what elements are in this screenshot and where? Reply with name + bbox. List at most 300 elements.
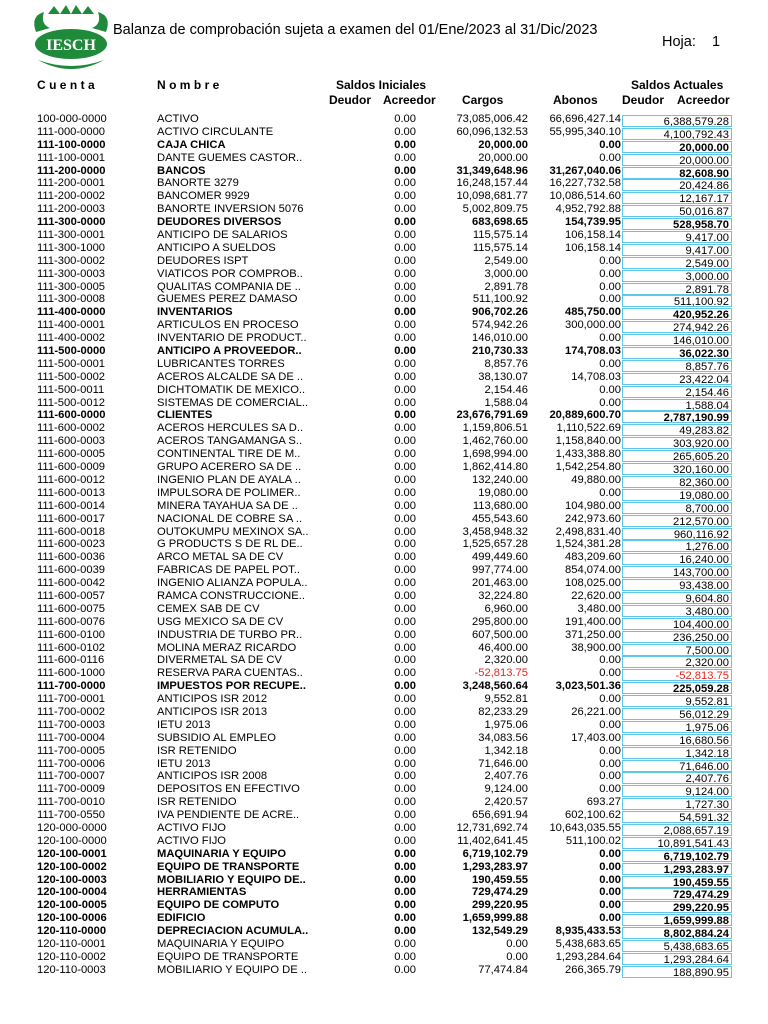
table-row xyxy=(0,126,768,139)
abonos-amount: 0.00 xyxy=(599,847,621,860)
saldo-actual-amount: 2,787,190.99 xyxy=(622,411,732,423)
table-row xyxy=(0,448,768,461)
account-name: DEPRECIACION ACUMULA.. xyxy=(157,925,309,938)
table-row xyxy=(0,732,768,745)
saldo-inicial-acreedor: 0.00 xyxy=(394,280,416,293)
balance-table xyxy=(0,113,768,977)
saldo-actual-amount: 23,422.04 xyxy=(622,373,732,385)
account-number: 111-700-0004 xyxy=(37,731,106,744)
saldo-inicial-acreedor: 0.00 xyxy=(394,229,416,242)
account-name: EQUIPO DE COMPUTO xyxy=(157,899,280,912)
saldo-inicial-acreedor: 0.00 xyxy=(394,821,416,834)
cargos-amount: 20,000.00 xyxy=(478,151,528,164)
saldo-actual-amount: 9,417.00 xyxy=(622,231,732,243)
saldo-actual-amount: 2,088,657.19 xyxy=(622,824,732,836)
cargos-amount: 82,233.29 xyxy=(478,705,528,718)
account-name: IETU 2013 xyxy=(157,757,211,770)
account-name: BANORTE INVERSION 5076 xyxy=(157,203,304,216)
account-name: NACIONAL DE COBRE SA .. xyxy=(157,512,303,525)
saldo-actual-amount: 2,407.76 xyxy=(622,772,732,784)
account-name: GRUPO ACERERO SA DE .. xyxy=(157,461,302,474)
abonos-amount: 0.00 xyxy=(599,654,621,667)
account-name: ACEROS TANGAMANGA S.. xyxy=(157,435,303,448)
cargos-amount: 6,719,102.79 xyxy=(462,847,528,860)
saldo-inicial-acreedor: 0.00 xyxy=(394,486,416,499)
saldo-inicial-acreedor: 0.00 xyxy=(394,345,416,358)
account-number: 111-400-0002 xyxy=(37,332,106,345)
account-number: 111-600-0076 xyxy=(37,615,106,628)
cargos-amount: 190,459.55 xyxy=(472,873,528,886)
saldo-inicial-acreedor: 0.00 xyxy=(394,409,416,422)
saldo-inicial-acreedor: 0.00 xyxy=(394,602,416,615)
account-name: ANTICIPO DE SALARIOS xyxy=(157,229,288,242)
account-number: 111-700-0005 xyxy=(37,744,106,757)
cargos-amount: 683,698.65 xyxy=(472,216,528,229)
saldo-inicial-acreedor: 0.00 xyxy=(394,899,416,912)
account-name: IETU 2013 xyxy=(157,718,211,731)
column-header-saldos-actuales: Saldos Actuales xyxy=(631,78,724,92)
table-row xyxy=(0,577,768,590)
cargos-amount: 71,646.00 xyxy=(478,757,528,770)
saldo-actual-amount: 1,727.30 xyxy=(622,798,732,810)
saldo-actual-amount: 274,942.26 xyxy=(622,321,732,333)
saldo-inicial-acreedor: 0.00 xyxy=(394,847,416,860)
account-number: 120-110-0002 xyxy=(37,950,106,963)
saldo-actual-amount: 2,549.00 xyxy=(622,257,732,269)
cargos-amount: 299,220.95 xyxy=(472,899,528,912)
abonos-amount: 17,403.00 xyxy=(571,731,621,744)
cargos-amount: 1,462,760.00 xyxy=(462,435,528,448)
saldo-actual-amount: 1,588.04 xyxy=(622,399,732,411)
table-row xyxy=(0,345,768,358)
saldo-actual-amount: 82,360.00 xyxy=(622,476,732,488)
account-name: ARCO METAL SA DE CV xyxy=(157,551,284,564)
saldo-inicial-acreedor: 0.00 xyxy=(394,551,416,564)
saldo-actual-amount: 729,474.29 xyxy=(622,888,732,900)
saldo-inicial-acreedor: 0.00 xyxy=(394,473,416,486)
account-name: INVENTARIO DE PRODUCT.. xyxy=(157,332,307,345)
account-name: VIATICOS POR COMPROB.. xyxy=(157,267,303,280)
saldo-actual-amount: 511,100.92 xyxy=(622,295,732,307)
account-name: IMPUESTOS POR RECUPE.. xyxy=(157,680,306,693)
cargos-amount: 2,420.57 xyxy=(484,796,528,809)
saldo-actual-amount: 20,424.86 xyxy=(622,179,732,191)
account-name: BANORTE 3279 xyxy=(157,177,239,190)
saldo-inicial-acreedor: 0.00 xyxy=(394,577,416,590)
saldo-inicial-acreedor: 0.00 xyxy=(394,306,416,319)
account-number: 120-100-0000 xyxy=(37,834,107,847)
abonos-amount: 0.00 xyxy=(599,860,621,873)
account-number: 111-600-0039 xyxy=(37,564,106,577)
saldo-actual-amount: 212,570.00 xyxy=(622,515,732,527)
account-number: 111-500-0011 xyxy=(37,383,105,396)
table-row xyxy=(0,229,768,242)
saldo-actual-amount: 20,000.00 xyxy=(622,154,732,166)
logo-text: IESCH xyxy=(46,37,96,54)
saldo-inicial-acreedor: 0.00 xyxy=(394,241,416,254)
saldo-actual-amount: 1,659,999.88 xyxy=(622,914,732,926)
saldo-actual-amount: 2,320.00 xyxy=(622,656,732,668)
cargos-amount: 46,400.00 xyxy=(478,641,528,654)
account-name: ACTIVO xyxy=(157,113,199,125)
account-name: INVENTARIOS xyxy=(157,306,233,319)
cargos-amount: 73,085,006.42 xyxy=(456,113,528,125)
table-row xyxy=(0,848,768,861)
table-row xyxy=(0,770,768,783)
account-number: 111-300-0002 xyxy=(37,254,106,267)
account-number: 120-000-0000 xyxy=(37,821,107,834)
table-row xyxy=(0,384,768,397)
table-row xyxy=(0,242,768,255)
account-number: 120-100-0002 xyxy=(37,860,107,873)
account-number: 111-600-0018 xyxy=(37,525,106,538)
saldo-inicial-acreedor: 0.00 xyxy=(394,422,416,435)
saldo-actual-amount: 2,154.46 xyxy=(622,386,732,398)
table-row xyxy=(0,190,768,203)
abonos-amount: 26,221.00 xyxy=(571,705,621,718)
account-name: EQUIPO DE TRANSPORTE xyxy=(157,860,300,873)
account-name: ACTIVO FIJO xyxy=(157,834,226,847)
account-number: 111-600-0036 xyxy=(37,551,106,564)
cargos-amount: 2,407.76 xyxy=(484,770,528,783)
table-row xyxy=(0,332,768,345)
account-number: 111-500-0000 xyxy=(37,345,106,358)
table-row xyxy=(0,203,768,216)
cargos-amount: 729,474.29 xyxy=(472,886,528,899)
account-number: 120-100-0005 xyxy=(37,899,107,912)
account-name: IMPULSORA DE POLIMER.. xyxy=(157,486,301,499)
abonos-amount: 8,935,433.53 xyxy=(555,925,621,938)
table-row xyxy=(0,899,768,912)
column-header-acreedor-actual: Acreedor xyxy=(677,93,730,107)
saldo-actual-amount: 420,952.26 xyxy=(622,308,732,320)
saldo-actual-amount: 8,802,884.24 xyxy=(622,927,732,939)
saldo-inicial-acreedor: 0.00 xyxy=(394,718,416,731)
account-name: ARTICULOS EN PROCESO xyxy=(157,319,299,332)
cargos-amount: 295,800.00 xyxy=(472,615,528,628)
account-number: 111-700-0002 xyxy=(37,705,106,718)
abonos-amount: 22,620.00 xyxy=(571,589,621,602)
abonos-amount: 0.00 xyxy=(599,151,621,164)
saldo-inicial-acreedor: 0.00 xyxy=(394,693,416,706)
saldo-actual-amount: 143,700.00 xyxy=(622,566,732,578)
saldo-inicial-acreedor: 0.00 xyxy=(394,357,416,370)
saldo-actual-amount: 2,891.78 xyxy=(622,283,732,295)
table-row xyxy=(0,216,768,229)
cargos-amount: 997,774.00 xyxy=(472,564,528,577)
table-row xyxy=(0,152,768,165)
abonos-amount: 0.00 xyxy=(599,693,621,706)
account-name: IVA PENDIENTE DE ACRE.. xyxy=(157,809,300,822)
cargos-amount: 511,100.92 xyxy=(472,293,528,306)
saldo-actual-amount: 50,016.87 xyxy=(622,205,732,217)
saldo-inicial-acreedor: 0.00 xyxy=(394,461,416,474)
saldo-inicial-acreedor: 0.00 xyxy=(394,216,416,229)
account-number: 120-110-0003 xyxy=(37,963,106,976)
account-number: 111-700-0007 xyxy=(37,770,106,783)
abonos-amount: 0.00 xyxy=(599,783,621,796)
account-name: ACEROS ALCALDE SA DE .. xyxy=(157,370,304,383)
saldo-actual-amount: 299,220.95 xyxy=(622,901,732,913)
abonos-amount: 854,074.00 xyxy=(565,564,621,577)
account-number: 111-600-0042 xyxy=(37,577,106,590)
account-number: 111-700-0010 xyxy=(37,796,106,809)
account-number: 111-500-0002 xyxy=(37,370,106,383)
account-number: 111-600-0014 xyxy=(37,499,106,512)
account-name: EQUIPO DE TRANSPORTE xyxy=(157,950,299,963)
table-row xyxy=(0,925,768,938)
saldo-actual-amount: 1,293,284.64 xyxy=(622,953,732,965)
abonos-amount: 106,158.14 xyxy=(565,229,621,242)
cargos-amount: 3,458,948.32 xyxy=(462,525,528,538)
cargos-amount: 1,659,999.88 xyxy=(462,912,528,925)
saldo-actual-amount: 190,459.55 xyxy=(622,876,732,888)
saldo-actual-amount: 960,116.92 xyxy=(622,528,732,540)
account-number: 111-300-0001 xyxy=(37,229,106,242)
saldo-actual-amount: 9,604.80 xyxy=(622,592,732,604)
abonos-amount: 0.00 xyxy=(599,744,621,757)
account-name: ACEROS HERCULES SA D.. xyxy=(157,422,304,435)
account-number: 111-600-0100 xyxy=(37,628,106,641)
abonos-amount: 0.00 xyxy=(599,138,621,151)
saldo-inicial-acreedor: 0.00 xyxy=(394,860,416,873)
saldo-inicial-acreedor: 0.00 xyxy=(394,448,416,461)
account-number: 111-700-0001 xyxy=(37,693,106,706)
table-row xyxy=(0,319,768,332)
saldo-actual-amount: 188,890.95 xyxy=(622,966,732,978)
account-number: 111-200-0003 xyxy=(37,203,106,216)
saldo-actual-amount: 8,700.00 xyxy=(622,502,732,514)
cargos-amount: 1,698,994.00 xyxy=(462,448,528,461)
account-name: ANTICIPO A PROVEEDOR.. xyxy=(157,345,302,358)
column-header-nombre: Nombre xyxy=(157,78,223,92)
saldo-inicial-acreedor: 0.00 xyxy=(394,396,416,409)
account-number: 111-400-0000 xyxy=(37,306,106,319)
account-name: CEMEX SAB DE CV xyxy=(157,602,260,615)
account-name: MOBILIARIO Y EQUIPO DE.. xyxy=(157,873,306,886)
account-number: 111-200-0000 xyxy=(37,164,106,177)
account-name: ISR RETENIDO xyxy=(157,744,237,757)
table-row xyxy=(0,886,768,899)
saldo-inicial-acreedor: 0.00 xyxy=(394,705,416,718)
table-row xyxy=(0,474,768,487)
abonos-amount: 14,708.03 xyxy=(571,370,621,383)
account-number: 111-000-0000 xyxy=(37,125,106,138)
cargos-amount: 10,098,681.77 xyxy=(456,190,528,203)
table-row xyxy=(0,538,768,551)
abonos-amount: 1,542,254.80 xyxy=(555,461,621,474)
cargos-amount: 574,942.26 xyxy=(472,319,528,332)
account-name: INGENIO PLAN DE AYALA .. xyxy=(157,473,301,486)
table-row xyxy=(0,758,768,771)
saldo-inicial-acreedor: 0.00 xyxy=(394,938,416,950)
abonos-amount: 511,100.02 xyxy=(565,834,621,847)
account-number: 111-600-0005 xyxy=(37,448,106,461)
account-name: FABRICAS DE PAPEL POT.. xyxy=(157,564,300,577)
cargos-amount: 20,000.00 xyxy=(478,138,528,151)
saldo-inicial-acreedor: 0.00 xyxy=(394,615,416,628)
table-row xyxy=(0,513,768,526)
account-number: 120-100-0001 xyxy=(37,847,107,860)
cargos-amount: 2,320.00 xyxy=(484,654,528,667)
abonos-amount: 0.00 xyxy=(599,486,621,499)
abonos-amount: 485,750.00 xyxy=(565,306,621,319)
account-number: 111-600-0002 xyxy=(37,422,106,435)
account-number: 111-600-0012 xyxy=(37,473,106,486)
table-row xyxy=(0,667,768,680)
account-name: RAMCA CONSTRUCCIONE.. xyxy=(157,589,305,602)
table-row xyxy=(0,964,768,977)
saldo-actual-amount: 146,010.00 xyxy=(622,334,732,346)
cargos-amount: 11,402,641.45 xyxy=(457,834,528,847)
cargos-amount: 31,349,648.96 xyxy=(456,164,528,177)
saldo-inicial-acreedor: 0.00 xyxy=(394,293,416,306)
table-row xyxy=(0,551,768,564)
saldo-inicial-acreedor: 0.00 xyxy=(394,332,416,345)
saldo-actual-amount: 1,276.00 xyxy=(622,540,732,552)
abonos-amount: 0.00 xyxy=(599,280,621,293)
cargos-amount: 12,731,692.74 xyxy=(456,821,528,834)
account-number: 111-600-1000 xyxy=(37,667,106,680)
account-number: 111-400-0001 xyxy=(37,319,106,332)
saldo-inicial-acreedor: 0.00 xyxy=(394,925,416,938)
account-number: 120-100-0004 xyxy=(37,886,107,899)
account-name: DEUDORES ISPT xyxy=(157,254,249,267)
saldo-actual-amount: 1,975.06 xyxy=(622,721,732,733)
cargos-amount: 9,124.00 xyxy=(484,783,528,796)
saldo-actual-amount: 528,958.70 xyxy=(622,218,732,230)
cargos-amount: 3,248,560.64 xyxy=(462,680,528,693)
account-name: MAQUINARIA Y EQUIPO xyxy=(157,847,287,860)
saldo-actual-amount: 7,500.00 xyxy=(622,644,732,656)
cargos-amount: 3,000.00 xyxy=(484,267,528,280)
account-number: 111-600-0075 xyxy=(37,602,106,615)
account-number: 111-600-0023 xyxy=(37,538,106,551)
cargos-amount: 9,552.81 xyxy=(484,693,528,706)
abonos-amount: 0.00 xyxy=(599,267,621,280)
abonos-amount: 10,643,035.55 xyxy=(549,821,621,834)
cargos-amount: 201,463.00 xyxy=(472,577,528,590)
table-row xyxy=(0,861,768,874)
account-number: 111-300-0008 xyxy=(37,293,106,306)
company-logo xyxy=(30,2,112,78)
account-number: 111-600-0102 xyxy=(37,641,106,654)
abonos-amount: 0.00 xyxy=(599,718,621,731)
saldo-actual-amount: 3,480.00 xyxy=(622,605,732,617)
saldo-inicial-acreedor: 0.00 xyxy=(394,783,416,796)
table-row xyxy=(0,693,768,706)
cargos-amount: 0.00 xyxy=(506,950,528,963)
saldo-inicial-acreedor: 0.00 xyxy=(394,770,416,783)
cargos-amount: 1,975.06 xyxy=(484,718,528,731)
saldo-actual-amount: 9,552.81 xyxy=(622,695,732,707)
saldo-inicial-acreedor: 0.00 xyxy=(394,873,416,886)
saldo-inicial-acreedor: 0.00 xyxy=(394,113,416,125)
account-number: 111-600-0013 xyxy=(37,486,106,499)
abonos-amount: 266,365.79 xyxy=(565,963,621,976)
account-number: 111-100-0000 xyxy=(37,138,106,151)
abonos-amount: 174,708.03 xyxy=(565,345,621,358)
saldo-actual-amount: 303,920.00 xyxy=(622,437,732,449)
table-row xyxy=(0,642,768,655)
saldo-actual-amount: 19,080.00 xyxy=(622,489,732,501)
saldo-actual-amount: 104,400.00 xyxy=(622,618,732,630)
saldo-inicial-acreedor: 0.00 xyxy=(394,912,416,925)
table-row xyxy=(0,113,768,126)
account-name: CLIENTES xyxy=(157,409,213,422)
abonos-amount: 0.00 xyxy=(599,667,621,680)
saldo-actual-amount: 1,342.18 xyxy=(622,747,732,759)
saldo-inicial-acreedor: 0.00 xyxy=(394,628,416,641)
abonos-amount: 3,023,501.36 xyxy=(555,680,621,693)
cargos-amount: 607,500.00 xyxy=(472,628,528,641)
saldo-actual-amount: 36,022.30 xyxy=(622,347,732,359)
saldo-actual-amount: 49,283.82 xyxy=(622,424,732,436)
table-row xyxy=(0,255,768,268)
cargos-amount: 2,891.78 xyxy=(484,280,528,293)
table-row xyxy=(0,306,768,319)
column-header-cargos: Cargos xyxy=(462,93,504,107)
saldo-inicial-acreedor: 0.00 xyxy=(394,164,416,177)
saldo-inicial-acreedor: 0.00 xyxy=(394,654,416,667)
abonos-amount: 5,438,683.65 xyxy=(555,938,621,950)
cargos-amount: 2,549.00 xyxy=(484,254,528,267)
cargos-amount: 32,224.80 xyxy=(478,589,528,602)
account-name: EDIFICIO xyxy=(157,912,206,925)
saldo-inicial-acreedor: 0.00 xyxy=(394,731,416,744)
account-name: ACTIVO CIRCULANTE xyxy=(157,125,274,138)
abonos-amount: 66,696,427.14 xyxy=(549,113,621,125)
abonos-amount: 104,980.00 xyxy=(565,499,621,512)
account-name: LUBRICANTES TORRES xyxy=(157,357,285,370)
cargos-amount: 146,010.00 xyxy=(472,332,528,345)
saldo-actual-amount: 3,000.00 xyxy=(622,270,732,282)
saldo-inicial-acreedor: 0.00 xyxy=(394,525,416,538)
cargos-amount: 2,154.46 xyxy=(484,383,528,396)
table-row xyxy=(0,629,768,642)
cargos-amount: 16,248,157.44 xyxy=(456,177,528,190)
account-name: CAJA CHICA xyxy=(157,138,226,151)
column-header-deudor-actual: Deudor xyxy=(622,93,664,107)
saldo-inicial-acreedor: 0.00 xyxy=(394,538,416,551)
account-number: 111-700-0000 xyxy=(37,680,106,693)
account-name: ANTICIPOS ISR 2012 xyxy=(157,693,268,706)
cargos-amount: 6,960.00 xyxy=(484,602,528,615)
saldo-inicial-acreedor: 0.00 xyxy=(394,203,416,216)
saldo-inicial-acreedor: 0.00 xyxy=(394,499,416,512)
abonos-amount: 0.00 xyxy=(599,757,621,770)
account-number: 111-100-0001 xyxy=(37,151,106,164)
abonos-amount: 154,739.95 xyxy=(565,216,621,229)
account-name: MOLINA MERAZ RICARDO xyxy=(157,641,297,654)
account-name: ACTIVO FIJO xyxy=(157,821,226,834)
table-row xyxy=(0,951,768,964)
table-row xyxy=(0,706,768,719)
column-header-acreedor-inicial: Acreedor xyxy=(383,93,436,107)
abonos-amount: 4,952,792.88 xyxy=(555,203,621,216)
abonos-amount: 0.00 xyxy=(599,254,621,267)
cargos-amount: 1,525,657.28 xyxy=(462,538,528,551)
abonos-amount: 0.00 xyxy=(599,332,621,345)
document-title: Balanza de comprobación sujeta a examen del 01/Ene/2023 al 31/Dic/2023 xyxy=(113,22,598,38)
saldo-actual-amount: 16,680.56 xyxy=(622,734,732,746)
table-row xyxy=(0,165,768,178)
saldo-inicial-acreedor: 0.00 xyxy=(394,151,416,164)
account-number: 120-110-0001 xyxy=(37,938,106,950)
account-number: 111-600-0017 xyxy=(37,512,106,525)
cargos-amount: 38,130.07 xyxy=(478,370,528,383)
table-row xyxy=(0,293,768,306)
